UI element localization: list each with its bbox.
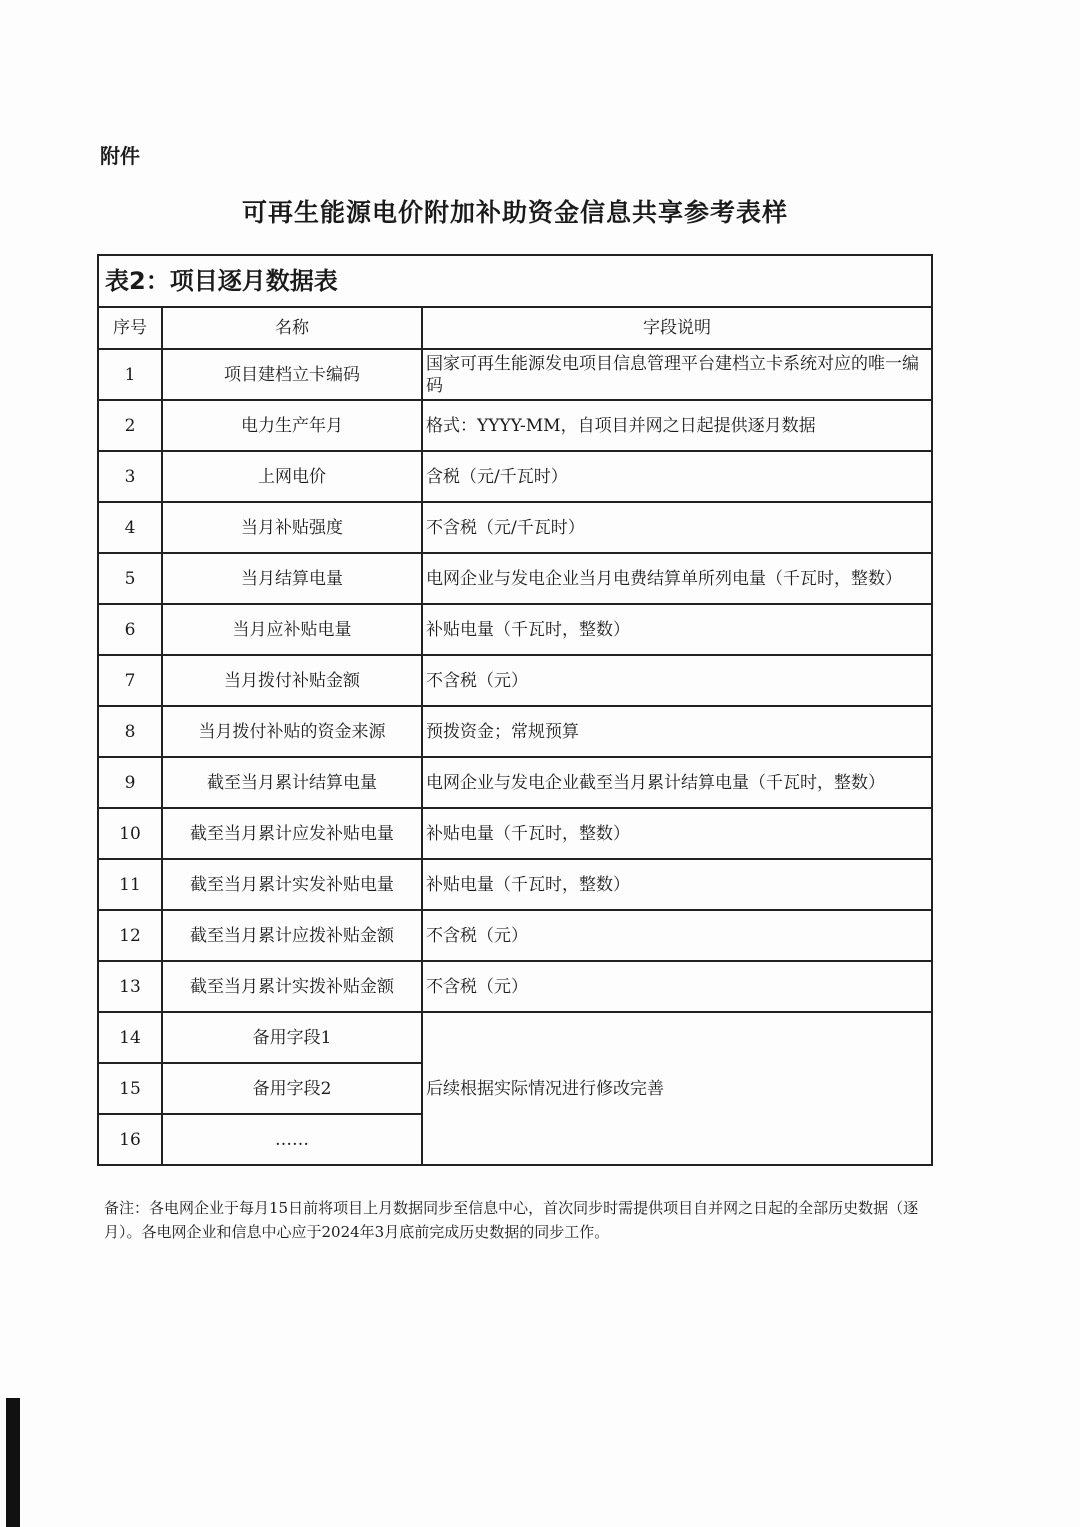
- table-row: [98, 1012, 932, 1063]
- table-row: [98, 400, 932, 451]
- row-number: 5: [98, 553, 162, 604]
- scan-edge-mark: [6, 1398, 20, 1527]
- row-field-name: ……: [162, 1114, 422, 1165]
- table-row: [98, 553, 932, 604]
- row-field-name: 截至当月累计实拨补贴金额: [162, 961, 422, 1012]
- row-field-description: 格式：YYYY-MM，自项目并网之日起提供逐月数据: [422, 400, 932, 451]
- table-row: [98, 757, 932, 808]
- row-number: 7: [98, 655, 162, 706]
- table-row: [98, 706, 932, 757]
- table-row: [98, 808, 932, 859]
- row-number: 2: [98, 400, 162, 451]
- row-number: 4: [98, 502, 162, 553]
- row-field-name: 备用字段2: [162, 1063, 422, 1114]
- row-number: 14: [98, 1012, 162, 1063]
- header-desc: 字段说明: [422, 307, 932, 349]
- header-name: 名称: [162, 307, 422, 349]
- row-field-name: 当月应补贴电量: [162, 604, 422, 655]
- row-number: 12: [98, 910, 162, 961]
- row-number: 15: [98, 1063, 162, 1114]
- table-row: [98, 859, 932, 910]
- row-field-name: 截至当月累计应拨补贴金额: [162, 910, 422, 961]
- row-field-description: 不含税（元）: [422, 655, 932, 706]
- header-no: 序号: [98, 307, 162, 349]
- row-field-name: 当月拨付补贴的资金来源: [162, 706, 422, 757]
- data-table: [97, 254, 933, 1166]
- row-field-description: 补贴电量（千瓦时，整数）: [422, 604, 932, 655]
- row-number: 1: [98, 349, 162, 400]
- row-field-description: 电网企业与发电企业截至当月累计结算电量（千瓦时，整数）: [422, 757, 932, 808]
- row-field-description: 国家可再生能源发电项目信息管理平台建档立卡系统对应的唯一编码: [422, 349, 932, 400]
- table-row: [98, 502, 932, 553]
- attachment-label: 附件: [100, 144, 140, 168]
- table-row: [98, 451, 932, 502]
- footnote: 备注：各电网企业于每月15日前将项目上月数据同步至信息中心，首次同步时需提供项目自并网之日起的全部历史数据（逐月）。各电网企业和信息中心应于2024年3月底前完成历史数据的同步工作。: [104, 1199, 919, 1241]
- row-field-name: 当月补贴强度: [162, 502, 422, 553]
- row-field-description: 电网企业与发电企业当月电费结算单所列电量（千瓦时，整数）: [422, 553, 932, 604]
- table-row: [98, 910, 932, 961]
- row-field-name: 上网电价: [162, 451, 422, 502]
- row-number: 11: [98, 859, 162, 910]
- row-field-description: 不含税（元）: [422, 910, 932, 961]
- table-caption: 表2：项目逐月数据表: [98, 255, 932, 307]
- row-number: 8: [98, 706, 162, 757]
- row-field-name: 项目建档立卡编码: [162, 349, 422, 400]
- row-field-description: 含税（元/千瓦时）: [422, 451, 932, 502]
- row-field-name: 电力生产年月: [162, 400, 422, 451]
- row-field-name: 备用字段1: [162, 1012, 422, 1063]
- row-field-name: 当月拨付补贴金额: [162, 655, 422, 706]
- table-row: [98, 349, 932, 400]
- row-field-description: 不含税（元/千瓦时）: [422, 502, 932, 553]
- row-field-description: 预拨资金；常规预算: [422, 706, 932, 757]
- row-number: 13: [98, 961, 162, 1012]
- row-field-name: 截至当月累计结算电量: [162, 757, 422, 808]
- table-row: [98, 604, 932, 655]
- reserved-description: 后续根据实际情况进行修改完善: [422, 1012, 932, 1165]
- row-field-name: 截至当月累计实发补贴电量: [162, 859, 422, 910]
- document-title: 可再生能源电价附加补助资金信息共享参考表样: [241, 198, 788, 227]
- table-row: [98, 655, 932, 706]
- row-number: 10: [98, 808, 162, 859]
- row-number: 16: [98, 1114, 162, 1165]
- table-row: [98, 961, 932, 1012]
- row-number: 6: [98, 604, 162, 655]
- table-header-row: [98, 307, 932, 349]
- row-number: 9: [98, 757, 162, 808]
- row-field-description: 补贴电量（千瓦时，整数）: [422, 808, 932, 859]
- row-field-name: 截至当月累计应发补贴电量: [162, 808, 422, 859]
- row-field-name: 当月结算电量: [162, 553, 422, 604]
- row-field-description: 补贴电量（千瓦时，整数）: [422, 859, 932, 910]
- row-field-description: 不含税（元）: [422, 961, 932, 1012]
- row-number: 3: [98, 451, 162, 502]
